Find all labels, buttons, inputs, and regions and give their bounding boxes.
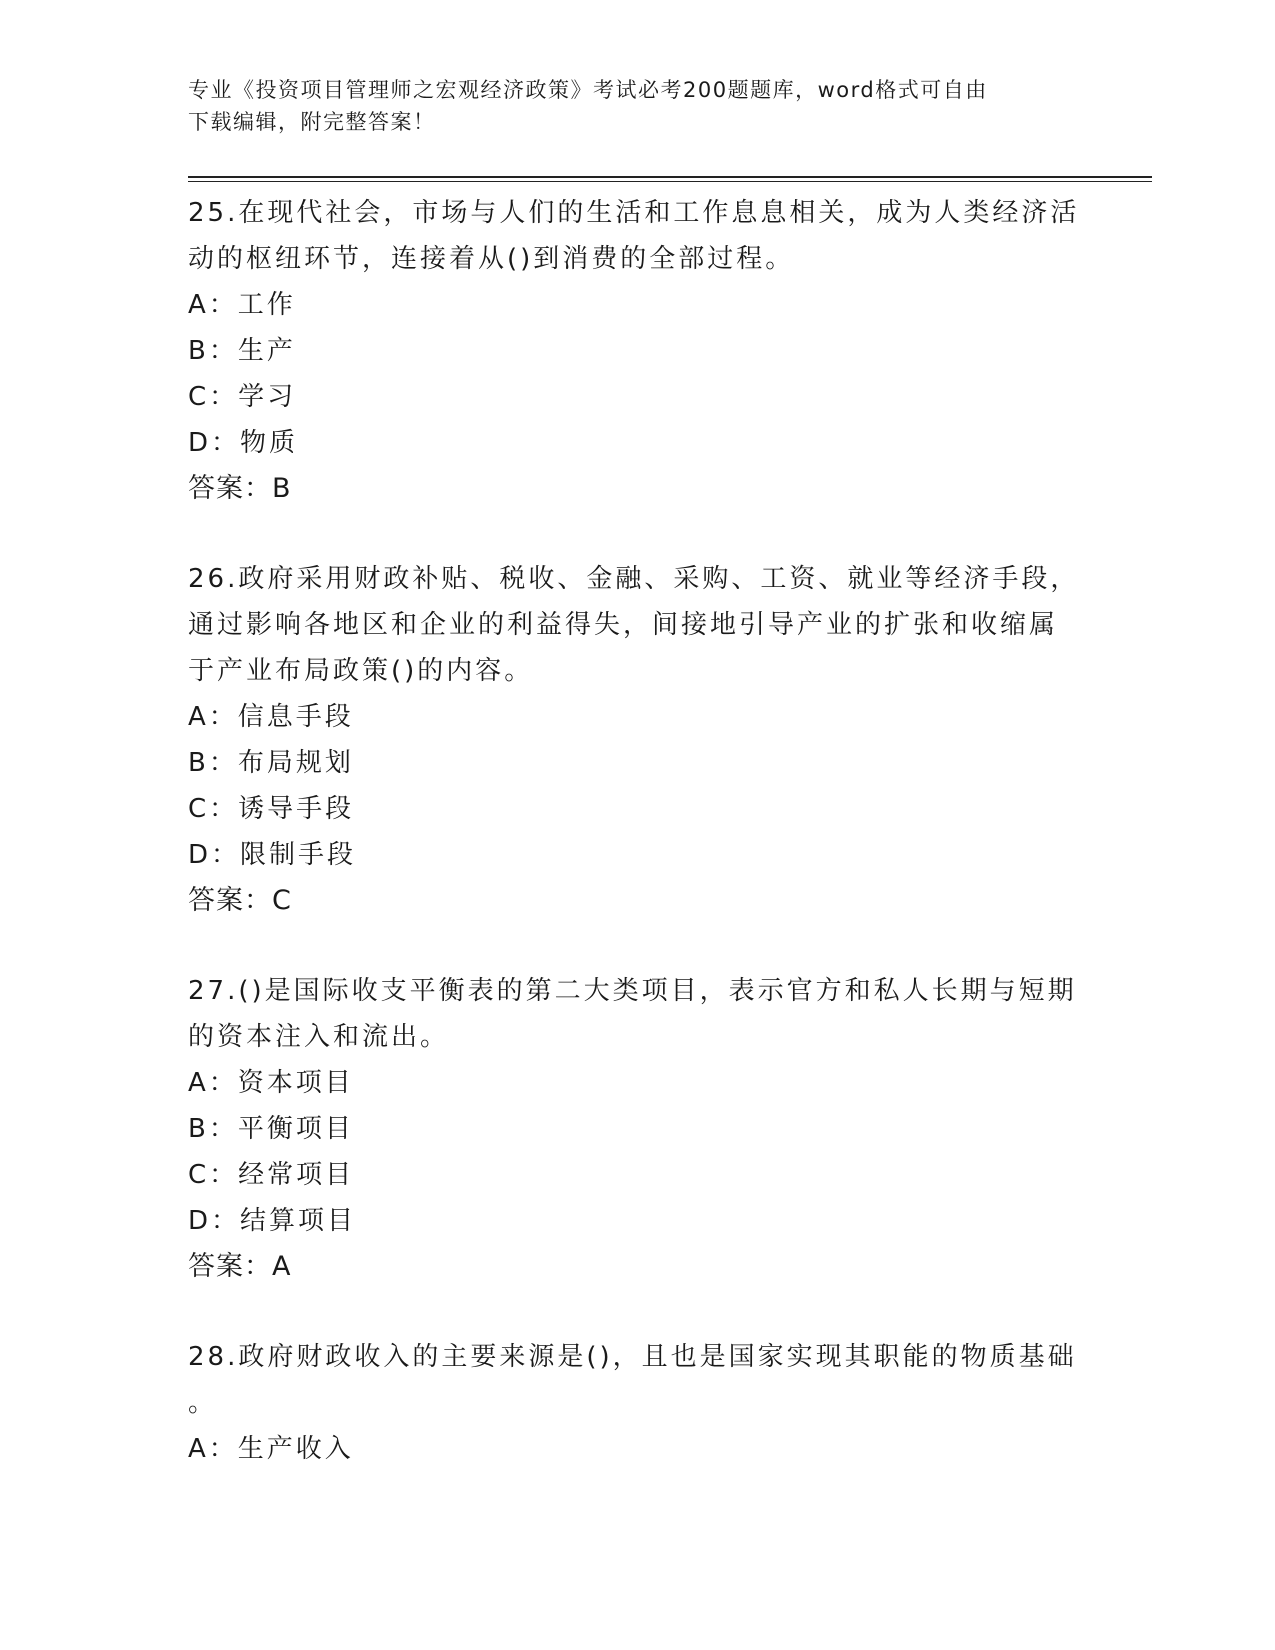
option-a: A：信息手段 [188, 702, 354, 732]
question-stem-line: 动的枢纽环节，连接着从()到消费的全部过程。 [188, 244, 795, 274]
question-stem-line: 于产业布局政策()的内容。 [188, 656, 534, 686]
option-d: D：结算项目 [188, 1206, 357, 1236]
option-b: B：平衡项目 [188, 1114, 354, 1144]
option-a: A：生产收入 [188, 1434, 354, 1464]
answer-line: 答案：A [188, 1251, 292, 1282]
question-stem-line: 。 [188, 1388, 218, 1418]
question-block [188, 968, 1088, 1290]
question-stem-line: 25.在现代社会，市场与人们的生活和工作息息相关，成为人类经济活 [188, 198, 1080, 228]
option-c: C：学习 [188, 382, 297, 412]
option-a: A：资本项目 [188, 1068, 354, 1098]
question-block [188, 190, 1088, 512]
option-d: D：限制手段 [188, 840, 357, 870]
option-a: A：工作 [188, 290, 296, 320]
question-stem-line: 通过影响各地区和企业的利益得失，间接地引导产业的扩张和收缩属 [188, 610, 1059, 640]
question-list [188, 190, 1088, 1472]
option-b: B：生产 [188, 336, 296, 366]
document-header [188, 74, 1068, 138]
header-divider [188, 176, 1152, 178]
question-stem-line: 27.()是国际收支平衡表的第二大类项目，表示官方和私人长期与短期 [188, 976, 1077, 1006]
question-stem-line: 26.政府采用财政补贴、税收、金融、采购、工资、就业等经济手段， [188, 564, 1080, 594]
question-stem-line: 28.政府财政收入的主要来源是()，且也是国家实现其职能的物质基础 [188, 1342, 1077, 1372]
question-block [188, 1334, 1088, 1472]
answer-line: 答案：C [188, 885, 292, 916]
header-line: 下载编辑，附完整答案！ [188, 110, 436, 134]
option-c: C：经常项目 [188, 1160, 355, 1190]
question-block [188, 556, 1088, 924]
answer-line: 答案：B [188, 473, 292, 504]
question-spacer [188, 924, 1088, 968]
option-b: B：布局规划 [188, 748, 354, 778]
header-line: 专业《投资项目管理师之宏观经济政策》考试必考200题题库，word格式可自由 [188, 78, 988, 102]
question-stem-line: 的资本注入和流出。 [188, 1022, 450, 1052]
header-divider-thin [188, 181, 1152, 182]
question-spacer [188, 1290, 1088, 1334]
question-spacer [188, 512, 1088, 556]
option-c: C：诱导手段 [188, 794, 355, 824]
option-d: D：物质 [188, 428, 299, 458]
